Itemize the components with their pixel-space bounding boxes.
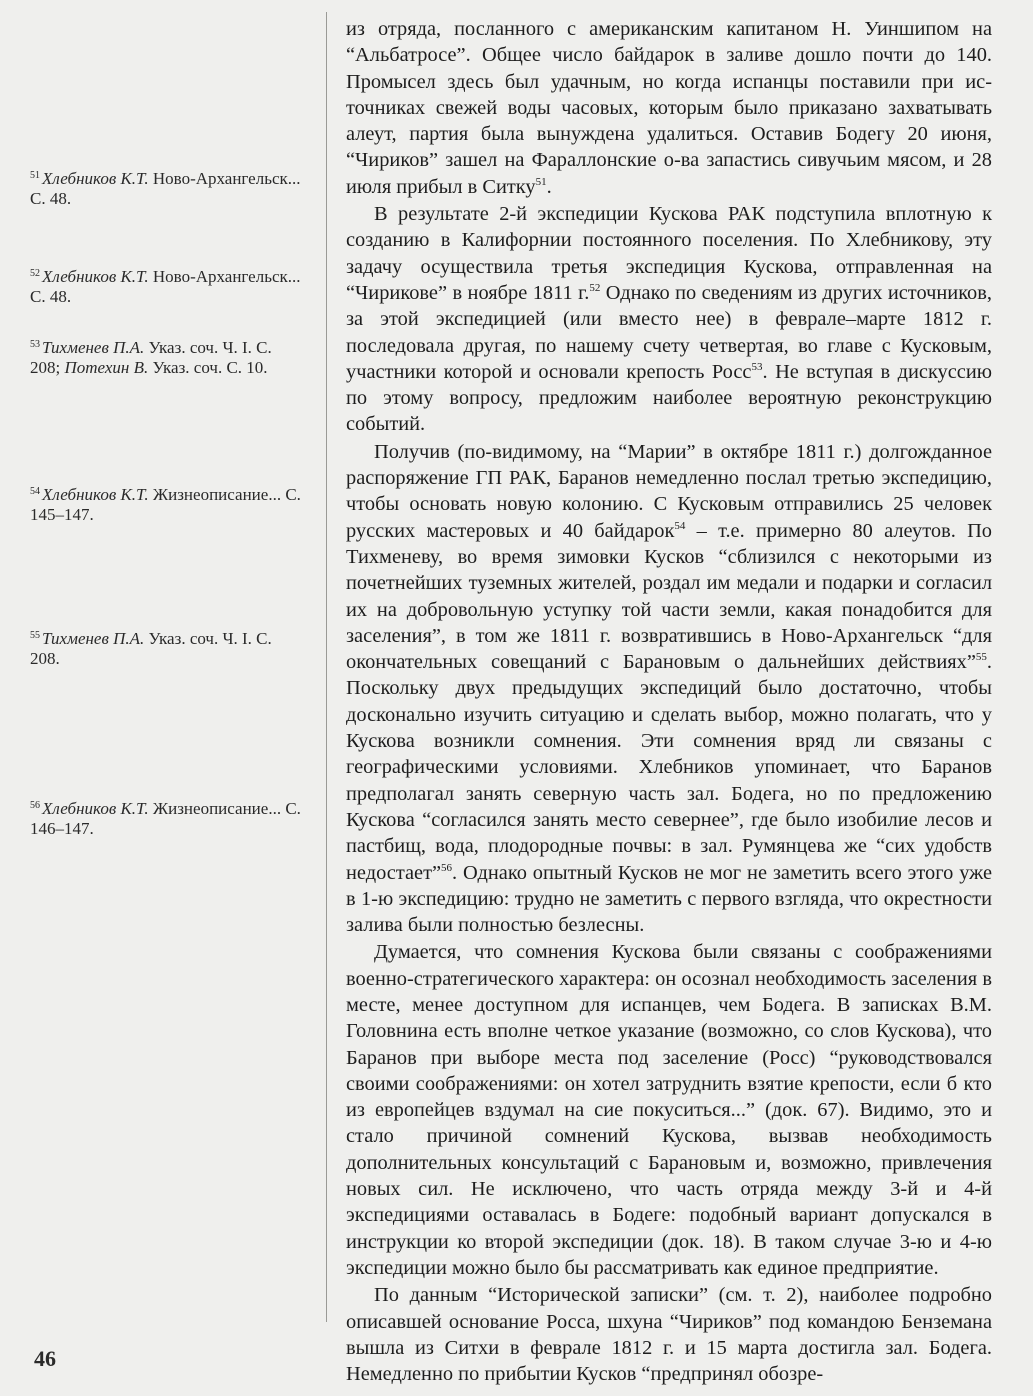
footnote-author-2: Потехин В.: [64, 358, 149, 377]
paragraph: [346, 16, 992, 200]
footnote-text: Указ. соч. Ч. I. С. 208.: [30, 629, 272, 668]
footnote-number: 56: [30, 800, 40, 811]
footnote-ref: 56: [441, 861, 453, 874]
footnote-text: Ново-Архангельск... С. 48.: [30, 169, 301, 208]
footnote-author: Тихменев П.А.: [42, 629, 145, 648]
footnote-ref: 55: [975, 651, 987, 664]
footnote-text: Ново-Архангельск... С. 48.: [30, 267, 301, 306]
footnote: [30, 166, 305, 209]
page-number: 46: [34, 1346, 56, 1371]
paragraph-text: Получив (по-видимому, на “Марии” в октябре 1811 г.) долгожданное распоряжение ГП РАК, Баранов немедленно послал третью экспедицию, чтобы основать новую колонию. С Кусковым отправились 25 человек русских мастеровых и 40 байдарок: [346, 440, 992, 542]
footnote-ref: 54: [674, 519, 686, 532]
paragraph: [346, 439, 992, 939]
footnote-text: Жизнеописание... С. 145–147.: [30, 485, 301, 524]
footnote: [30, 796, 305, 839]
paragraph-text: Думается, что сомнения Кускова были связаны с соображениями военно-стратегического характера: он осознал необходимость заселения в месте, менее доступном для испанцев, чем Бодега. В записках В.М. Головнина есть вполне четкое указание (возможно, со слов Кускова), что Баранов при выборе места под заселение (Росс) “руководствовался своими соображениями: он хотел затруднить взятие крепости, если б кто из европейцев вздумал на сие покуситься...” (док. 67). Видимо, это и стало причиной сомнений Кускова, вызвав необходимость дополнительных консультаций с Барановым и, возможно, привлечения новых сил. Не исключено, что часть отряда между 3-й и 4-й экспедициями оставалась в Бодеге: подобный вариант допускался в инструкции ко второй экспедиции (док. 18). В таком случае 3-ю и 4-ю экспедиции можно было бы рассматривать как единое предприятие.: [346, 941, 992, 1279]
paragraph: [346, 939, 992, 1281]
footnote: [30, 482, 305, 525]
footnote-ref: 53: [751, 360, 763, 373]
paragraph-text: из отряда, посланного с американским капитаном Н. Уиншипом на “Альбатросе”. Общее число байдарок в заливе дошло почти до 140. Промысел здесь был удачным, но когда испанцы поставили при источниках свежей воды часовых, которым было приказано захватывать алеут, партия была вынуждена удалиться. Оставив Бодегу 20 июня, “Чириков” зашел на Фараллонские о-ва запастись сивучьим мясом, и 28 июля прибыл в Ситку: [346, 18, 992, 198]
period: .: [546, 175, 552, 198]
paragraph-text: В результате 2-й экспедиции Кускова РАК подступила вплотную к созданию в Калифорнии постоянного поселения. По Хлебникову, эту задачу осуществила третья экспедиция Кускова, отправленная на “Чирикове” в ноябре 1811 г.: [346, 203, 992, 304]
footnote-number: 55: [30, 630, 40, 641]
paragraph-text: . Поскольку двух предыдущих экспедиций было достаточно, чтобы досконально изучить ситуацию и сделать выбор, можно полагать, что у Кускова возникли сомнения. Эти сомнения вряд ли связаны с географическими условиями. Хлебников упоминает, что Баранов предполагал занять северную часть зал. Бодега, но по предложению Кускова “согласился занять место севернее”, где было изобилие лесов и пастбищ, вода, плодородные почвы: в зал. Румянцева же “сих удобств недостает”: [346, 651, 992, 884]
column-divider: [326, 12, 327, 1322]
footnote-number: 52: [30, 268, 40, 279]
paragraph: [346, 1282, 992, 1387]
footnote-number: 51: [30, 170, 40, 181]
footnote-author: Хлебников К.Т.: [42, 169, 149, 188]
footnote-text: Указ. соч. Ч. I. С. 208;: [30, 338, 272, 377]
paragraph-text: . Не вступая в дискуссию по этому вопросу, предложим наиболее вероятную реконструкцию событий.: [346, 360, 992, 436]
footnote-number: 53: [30, 339, 40, 350]
paragraph-text: . Однако опытный Кусков не мог не заметить всего этого уже в 1-ю экспедицию: трудно не заметить с первого взгляда, что окрестности залива были полностью безлесны.: [346, 861, 992, 937]
footnote-author: Тихменев П.А.: [42, 338, 145, 357]
paragraph: [346, 201, 992, 438]
footnote: [30, 264, 305, 307]
footnote-author: Хлебников К.Т.: [42, 485, 149, 504]
footnote-text: Жизнеописание... С. 146–147.: [30, 799, 301, 838]
footnote-text-2: Указ. соч. С. 10.: [148, 358, 268, 377]
paragraph-text: Однако по сведениям из других источников, за этой экспедицией (или вместо нее) в феврале–марте 1812 г. последовала другая, по нашему счету четвертая, во главе с Кусковым, участники которой и основали крепость Росс: [346, 281, 992, 383]
footnote-author: Хлебников К.Т.: [42, 799, 149, 818]
footnote-number: 54: [30, 486, 40, 497]
footnote-ref: 51: [535, 175, 547, 188]
paragraph-text: – т.е. примерно 80 алеутов. По Тихменеву, во время зимовки Кусков “сблизился с некоторыми из почетнейших туземных жителей, роздал им медали и подарки и согласил их на добровольную уступку той части земли, какая понадобится для заселения”, в том же 1811 г. возвратившись в Ново-Архангельск “для окончательных совещаний с Барановым о дальнейших действиях”: [346, 519, 992, 674]
footnote: [30, 335, 305, 378]
footnote: [30, 626, 305, 669]
paragraph-text: По данным “Исторической записки” (см. т. 2), наиболее подробно описавшей основание Росса, шхуна “Чириков” под командою Бенземана вышла из Ситхи в феврале 1812 г. и 15 марта достигла зал. Бодега. Немедленно по прибытии Кусков “предпринял обозре-: [346, 1284, 992, 1386]
footnote-author: Хлебников К.Т.: [42, 267, 149, 286]
footnote-ref: 52: [589, 281, 601, 294]
main-text-column: [346, 16, 992, 1387]
